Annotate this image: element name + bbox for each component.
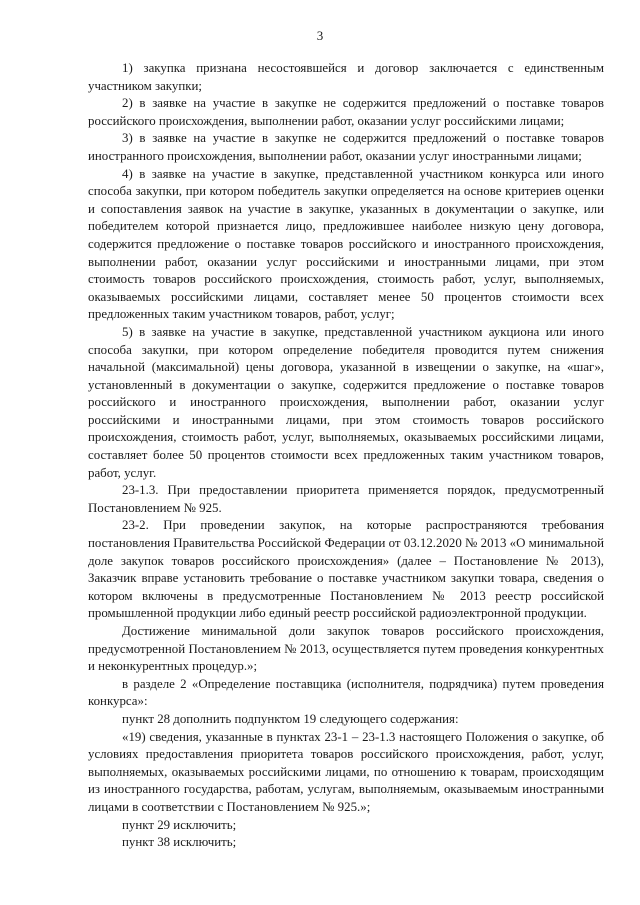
section-2-reference: в разделе 2 «Определение поставщика (исполнителя, подрядчика) путем проведения конкурса»: [88, 676, 604, 709]
point-28-amendment: пункт 28 дополнить подпунктом 19 следующего содержания: [122, 711, 459, 726]
paragraph-min-share: Достижение минимальной доли закупок товаров российского происхождения, предусмотренной Постановлением № 2013, осуществляется путем проведения конкурентных и неконкурентных процедур.»; [88, 624, 604, 674]
list-item-3: 3) в заявке на участие в закупке не содержится предложений о поставке товаров иностранного происхождения, выполнении работ, оказании услуг иностранными лицами; [88, 131, 604, 163]
list-item-1: 1) закупка признана несостоявшейся и договор заключается с единственным участником закупки; [88, 61, 604, 93]
point-38-removal: пункт 38 исключить; [122, 835, 237, 850]
list-item-2: 2) в заявке на участие в закупке не содержится предложений о поставке товаров российского происхождения, выполнении работ, оказании услуг российскими лицами; [88, 96, 604, 128]
list-item-4: 4) в заявке на участие в закупке, представленной участником конкурса или иного способа закупки, при котором победитель закупки определяется на основе критериев оценки и сопоставления заявок на участие в закупке, указанных в документации о закупке, или победителем которой признается лицо, предложившее наиболее низкую цену договора, содержится предложение о поставке товаров российского и иностранного происхождения, выполнении работ, оказании услуг российскими и иностранными лицами, при этом стоимость товаров российского происхождения, стоимость работ, услуг, выполняемых, оказываемых российскими лицами, составляет менее 50 процентов стоимости всех предложенных таким участником товаров, работ, услуг; [88, 166, 604, 322]
list-item-5: 5) в заявке на участие в закупке, представленной участником аукциона или иного способа закупки, при котором определение победителя проводится путем снижения начальной (максимальной) цены договора, указанной в извещении о закупке, на «шаг», установленный в документации о закупке, содержится предложение о поставке товаров российского и иностранного происхождения, выполнении работ, оказании услуг российскими и иностранными лицами, при этом стоимость товаров российского происхождения, стоимость работ, услуг, выполняемых, оказываемых российскими лицами, составляет более 50 процентов стоимости всех предложенных таким участником товаров, работ, услуг. [88, 324, 604, 480]
subpoint-19-text: «19) сведения, указанные в пунктах 23-1 – 23-1.3 настоящего Положения о закупке, об условиях предоставления приоритета товаров российского происхождения, работ, услуг, выполняемых, оказываемых российскими лицами, по отношению к товарам, происходящим из иностранного государства, работам, услугам, выполняемым, оказываемым иностранными лицами в соответствии с Постановлением № 925.»; [88, 729, 604, 814]
clause-23-1-3: 23-1.3. При предоставлении приоритета применяется порядок, предусмотренный Постановлением № 925. [88, 483, 604, 515]
page-number: 3 [316, 28, 324, 43]
point-29-removal: пункт 29 исключить; [122, 817, 237, 832]
clause-23-2: 23-2. При проведении закупок, на которые распространяются требования постановления Правительства Российской Федерации от 03.12.2020 № 2013 «О минимальной доле закупок товаров российского происхождения» (далее – Постановление № 2013), Заказчик вправе установить требование о поставке участником закупки товара, сведения о котором включены в предусмотренные Постановлением № 2013 реестр российской промышленной продукции либо единый реестр российской радиоэлектронной продукции. [88, 518, 604, 621]
document-body [88, 60, 604, 852]
